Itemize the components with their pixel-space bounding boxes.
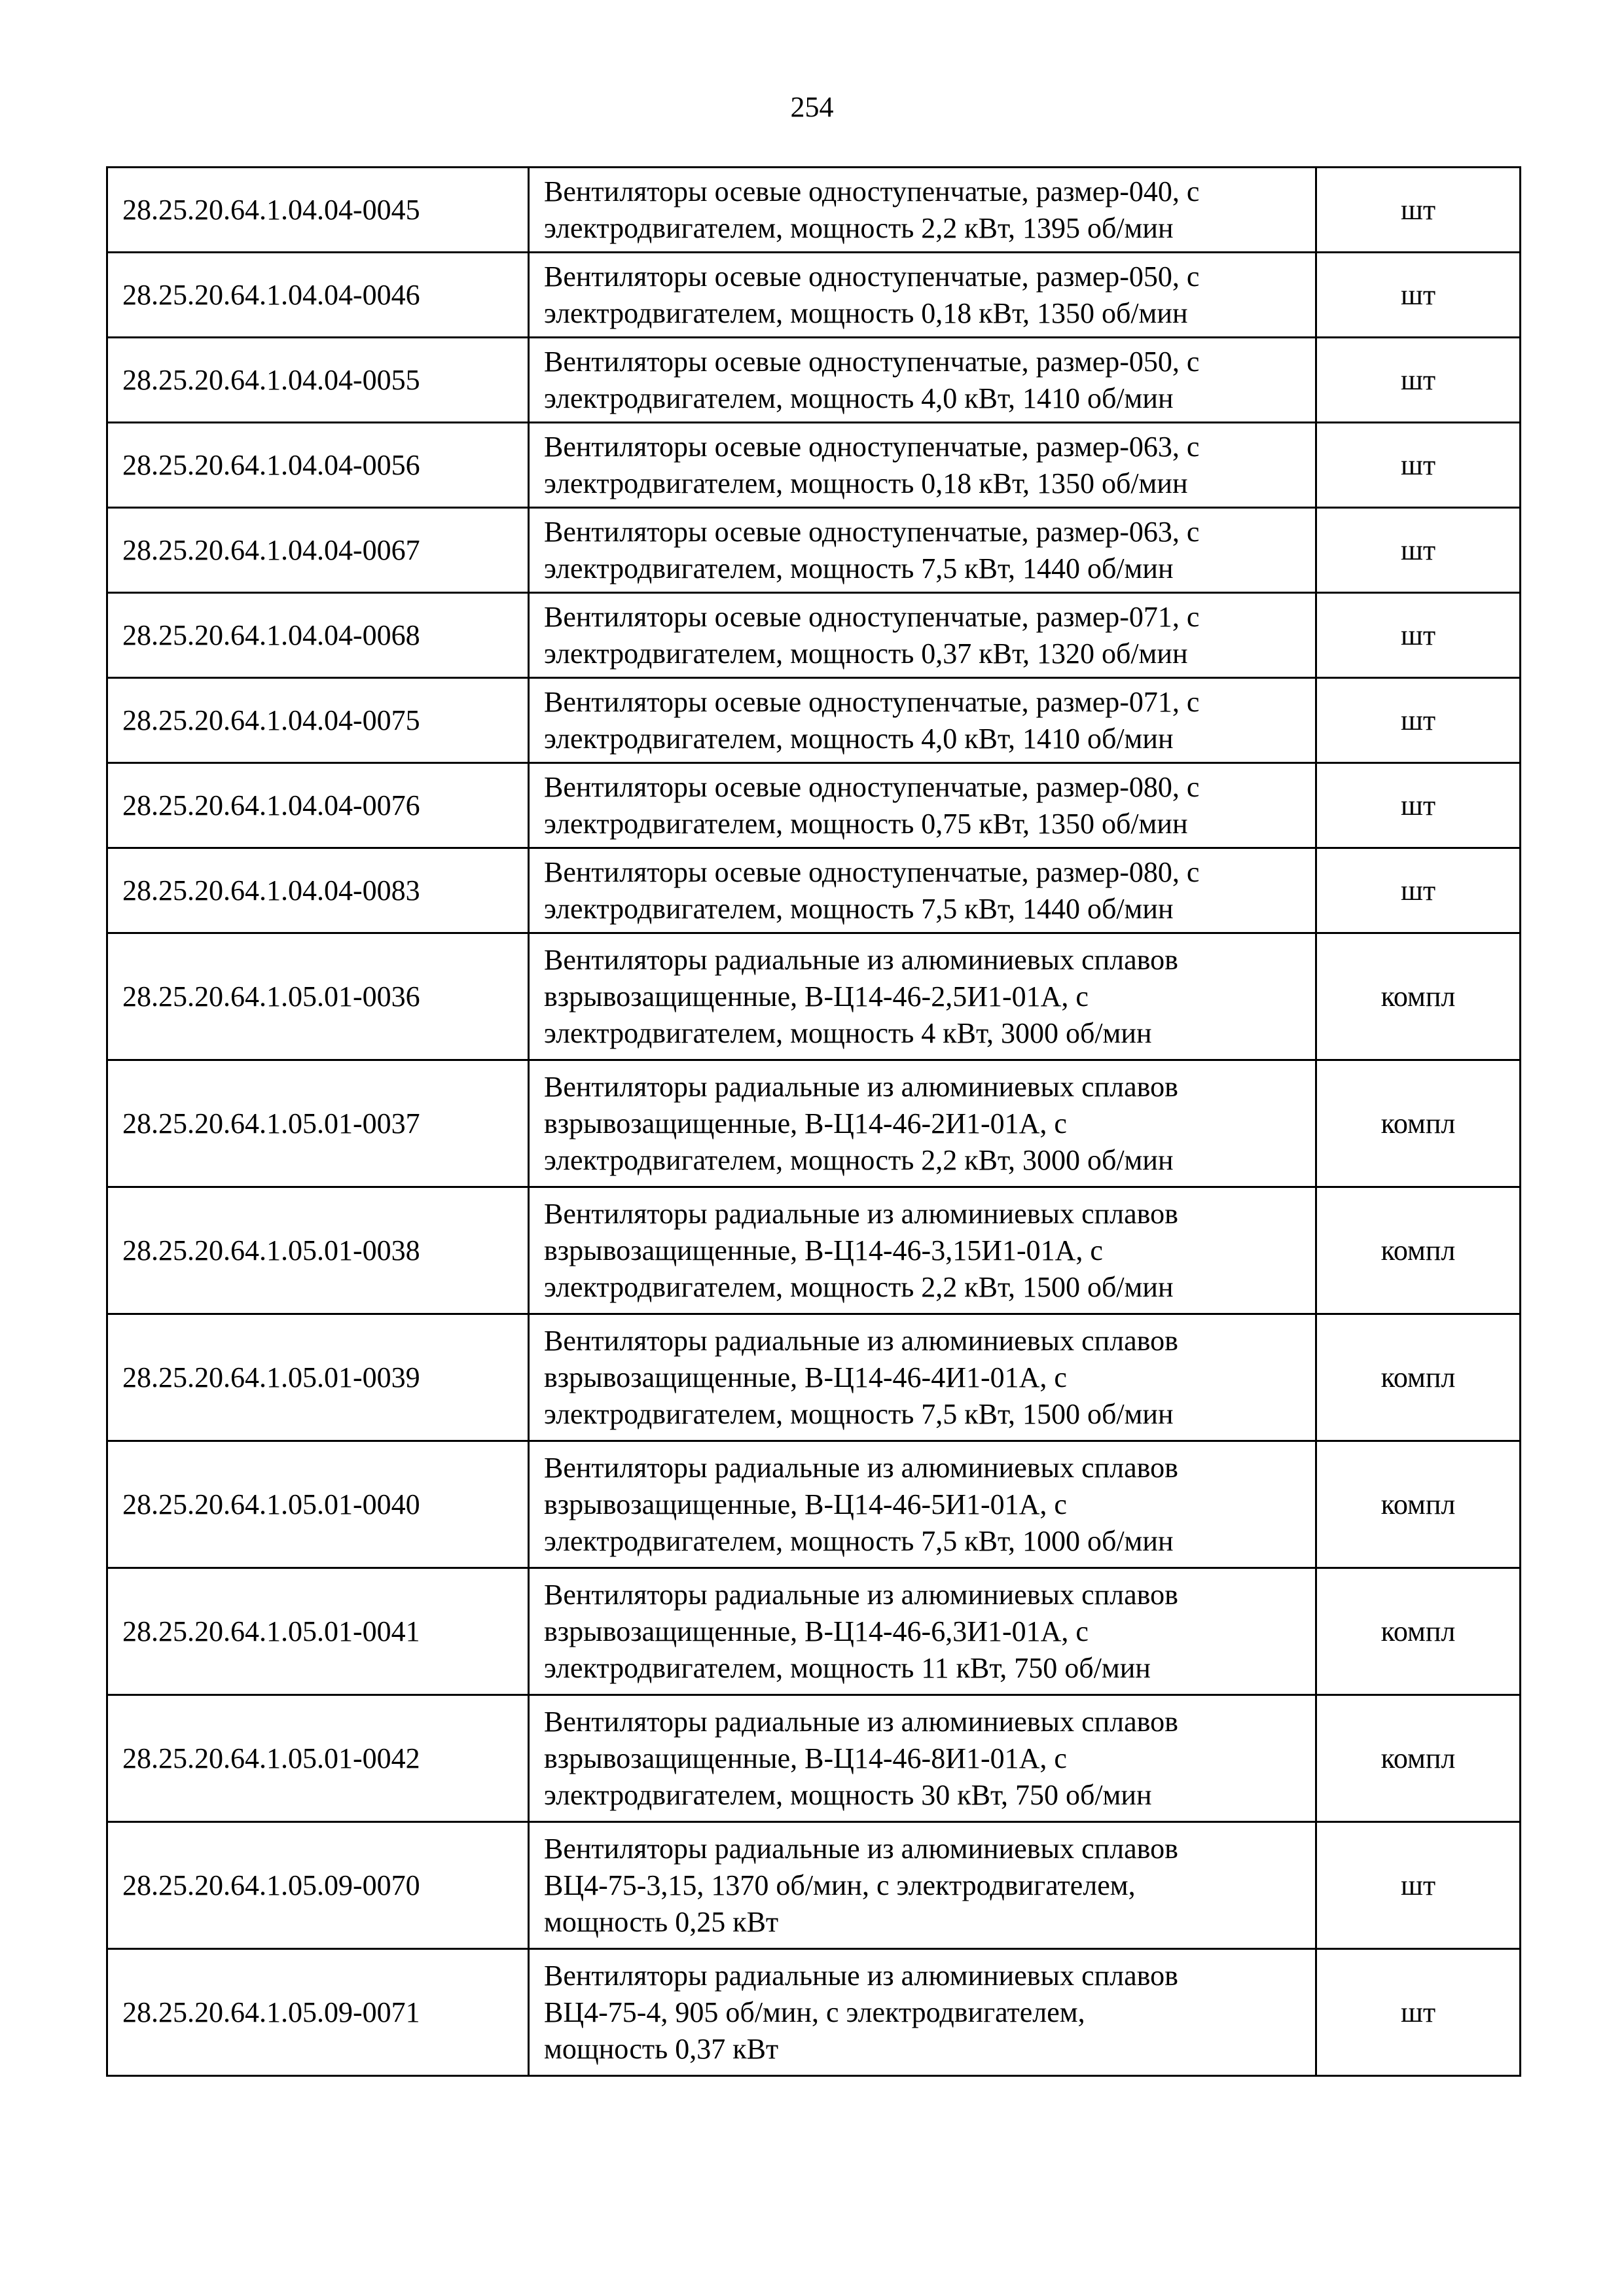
table-row <box>107 848 1521 933</box>
resource-description <box>529 423 1316 508</box>
description-line: ВЦ4-75-3,15, 1370 об/мин, с электродвигателем, <box>544 1869 1136 1901</box>
description-line: электродвигателем, мощность 4,0 кВт, 1410 об/мин <box>544 722 1174 755</box>
description-line: Вентиляторы радиальные из алюминиевых сплавов <box>544 943 1178 976</box>
description-line: Вентиляторы осевые одноступенчатые, размер-080, с <box>544 855 1200 888</box>
description-line: ВЦ4-75-4, 905 об/мин, с электродвигателем, <box>544 1996 1085 2028</box>
description-line: Вентиляторы осевые одноступенчатые, размер-080, с <box>544 770 1200 803</box>
unit-of-measure: шт <box>1316 423 1521 508</box>
unit-of-measure: компл <box>1316 1695 1521 1822</box>
resource-code: 28.25.20.64.1.05.01-0039 <box>107 1314 529 1441</box>
unit-of-measure: шт <box>1316 848 1521 933</box>
unit-of-measure: шт <box>1316 763 1521 848</box>
resource-code: 28.25.20.64.1.05.01-0041 <box>107 1568 529 1695</box>
description-line: взрывозащищенные, В-Ц14-46-4И1-01А, с <box>544 1361 1067 1393</box>
resource-description <box>529 168 1316 253</box>
unit-of-measure: шт <box>1316 1949 1521 2076</box>
resource-code: 28.25.20.64.1.05.01-0037 <box>107 1060 529 1187</box>
page-number: 254 <box>790 91 834 123</box>
table-row <box>107 423 1521 508</box>
description-line: электродвигателем, мощность 7,5 кВт, 1500 об/мин <box>544 1397 1174 1430</box>
description-line: Вентиляторы радиальные из алюминиевых сплавов <box>544 1197 1178 1230</box>
table-row <box>107 933 1521 1060</box>
description-line: электродвигателем, мощность 4,0 кВт, 1410 об/мин <box>544 382 1174 414</box>
description-line: взрывозащищенные, В-Ц14-46-2,5И1-01А, с <box>544 980 1089 1013</box>
description-line: электродвигателем, мощность 7,5 кВт, 1440 об/мин <box>544 552 1174 584</box>
unit-of-measure: компл <box>1316 1187 1521 1314</box>
resource-code: 28.25.20.64.1.05.09-0070 <box>107 1822 529 1949</box>
resource-description <box>529 253 1316 338</box>
unit-of-measure: шт <box>1316 253 1521 338</box>
description-line: Вентиляторы радиальные из алюминиевых сплавов <box>544 1070 1178 1103</box>
resource-description <box>529 1314 1316 1441</box>
unit-of-measure: компл <box>1316 1441 1521 1568</box>
description-line: мощность 0,37 кВт <box>544 2032 779 2065</box>
table-row <box>107 508 1521 593</box>
table-row <box>107 593 1521 678</box>
description-line: Вентиляторы осевые одноступенчатые, размер-063, с <box>544 430 1200 463</box>
resource-code: 28.25.20.64.1.04.04-0056 <box>107 423 529 508</box>
description-line: электродвигателем, мощность 2,2 кВт, 3000 об/мин <box>544 1143 1174 1176</box>
table-row <box>107 253 1521 338</box>
resource-code: 28.25.20.64.1.04.04-0075 <box>107 678 529 763</box>
description-line: Вентиляторы радиальные из алюминиевых сплавов <box>544 1959 1178 1992</box>
unit-of-measure: компл <box>1316 1568 1521 1695</box>
resource-description <box>529 763 1316 848</box>
unit-of-measure: шт <box>1316 593 1521 678</box>
resource-code: 28.25.20.64.1.04.04-0076 <box>107 763 529 848</box>
table-row <box>107 1568 1521 1695</box>
unit-of-measure: шт <box>1316 508 1521 593</box>
description-line: электродвигателем, мощность 0,75 кВт, 1350 об/мин <box>544 807 1188 840</box>
description-line: взрывозащищенные, В-Ц14-46-2И1-01А, с <box>544 1107 1067 1139</box>
table-row <box>107 1441 1521 1568</box>
resource-code: 28.25.20.64.1.04.04-0045 <box>107 168 529 253</box>
resource-code: 28.25.20.64.1.05.01-0040 <box>107 1441 529 1568</box>
description-line: электродвигателем, мощность 0,18 кВт, 1350 об/мин <box>544 296 1188 329</box>
resource-description <box>529 1060 1316 1187</box>
description-line: электродвигателем, мощность 2,2 кВт, 1500 об/мин <box>544 1270 1174 1303</box>
description-line: взрывозащищенные, В-Ц14-46-5И1-01А, с <box>544 1488 1067 1520</box>
table-row <box>107 168 1521 253</box>
table-row <box>107 678 1521 763</box>
resource-table <box>106 166 1521 2077</box>
description-line: Вентиляторы осевые одноступенчатые, размер-063, с <box>544 515 1200 548</box>
resource-code: 28.25.20.64.1.05.01-0038 <box>107 1187 529 1314</box>
resource-description <box>529 1187 1316 1314</box>
table-row <box>107 1060 1521 1187</box>
description-line: Вентиляторы осевые одноступенчатые, размер-071, с <box>544 600 1200 633</box>
description-line: электродвигателем, мощность 4 кВт, 3000 об/мин <box>544 1016 1152 1049</box>
description-line: электродвигателем, мощность 0,37 кВт, 1320 об/мин <box>544 637 1188 670</box>
description-line: Вентиляторы радиальные из алюминиевых сплавов <box>544 1578 1178 1611</box>
resource-description <box>529 1822 1316 1949</box>
table-body <box>107 168 1521 2076</box>
description-line: электродвигателем, мощность 0,18 кВт, 1350 об/мин <box>544 467 1188 499</box>
resource-description <box>529 1441 1316 1568</box>
table-row <box>107 338 1521 423</box>
description-line: Вентиляторы радиальные из алюминиевых сплавов <box>544 1324 1178 1357</box>
description-line: Вентиляторы осевые одноступенчатые, размер-050, с <box>544 260 1200 293</box>
resource-description <box>529 678 1316 763</box>
description-line: Вентиляторы осевые одноступенчатые, размер-050, с <box>544 345 1200 378</box>
unit-of-measure: компл <box>1316 933 1521 1060</box>
table-row <box>107 1695 1521 1822</box>
resource-code: 28.25.20.64.1.04.04-0055 <box>107 338 529 423</box>
description-line: взрывозащищенные, В-Ц14-46-3,15И1-01А, с <box>544 1234 1103 1266</box>
resource-code: 28.25.20.64.1.04.04-0083 <box>107 848 529 933</box>
unit-of-measure: шт <box>1316 678 1521 763</box>
resource-description <box>529 338 1316 423</box>
resource-description <box>529 593 1316 678</box>
description-line: электродвигателем, мощность 7,5 кВт, 1000 об/мин <box>544 1524 1174 1557</box>
resource-code: 28.25.20.64.1.04.04-0067 <box>107 508 529 593</box>
description-line: мощность 0,25 кВт <box>544 1905 779 1938</box>
resource-description <box>529 848 1316 933</box>
table-row <box>107 1187 1521 1314</box>
table-row <box>107 763 1521 848</box>
resource-description <box>529 933 1316 1060</box>
table-row <box>107 1949 1521 2076</box>
unit-of-measure: компл <box>1316 1060 1521 1187</box>
description-line: Вентиляторы радиальные из алюминиевых сплавов <box>544 1832 1178 1865</box>
resource-code: 28.25.20.64.1.05.09-0071 <box>107 1949 529 2076</box>
resource-code: 28.25.20.64.1.05.01-0042 <box>107 1695 529 1822</box>
unit-of-measure: компл <box>1316 1314 1521 1441</box>
description-line: электродвигателем, мощность 11 кВт, 750 об/мин <box>544 1651 1151 1684</box>
unit-of-measure: шт <box>1316 338 1521 423</box>
description-line: электродвигателем, мощность 7,5 кВт, 1440 об/мин <box>544 892 1174 925</box>
resource-code: 28.25.20.64.1.04.04-0046 <box>107 253 529 338</box>
description-line: Вентиляторы радиальные из алюминиевых сплавов <box>544 1451 1178 1484</box>
description-line: Вентиляторы осевые одноступенчатые, размер-040, с <box>544 175 1200 207</box>
description-line: электродвигателем, мощность 2,2 кВт, 1395 об/мин <box>544 211 1174 244</box>
description-line: Вентиляторы осевые одноступенчатые, размер-071, с <box>544 685 1200 718</box>
resource-description <box>529 1568 1316 1695</box>
unit-of-measure: шт <box>1316 168 1521 253</box>
description-line: взрывозащищенные, В-Ц14-46-8И1-01А, с <box>544 1742 1067 1774</box>
resource-description <box>529 1949 1316 2076</box>
table-row <box>107 1314 1521 1441</box>
resource-description <box>529 1695 1316 1822</box>
unit-of-measure: шт <box>1316 1822 1521 1949</box>
description-line: электродвигателем, мощность 30 кВт, 750 об/мин <box>544 1778 1152 1811</box>
resource-code: 28.25.20.64.1.04.04-0068 <box>107 593 529 678</box>
resource-code: 28.25.20.64.1.05.01-0036 <box>107 933 529 1060</box>
resource-description <box>529 508 1316 593</box>
table-row <box>107 1822 1521 1949</box>
description-line: взрывозащищенные, В-Ц14-46-6,3И1-01А, с <box>544 1615 1089 1647</box>
description-line: Вентиляторы радиальные из алюминиевых сплавов <box>544 1705 1178 1738</box>
